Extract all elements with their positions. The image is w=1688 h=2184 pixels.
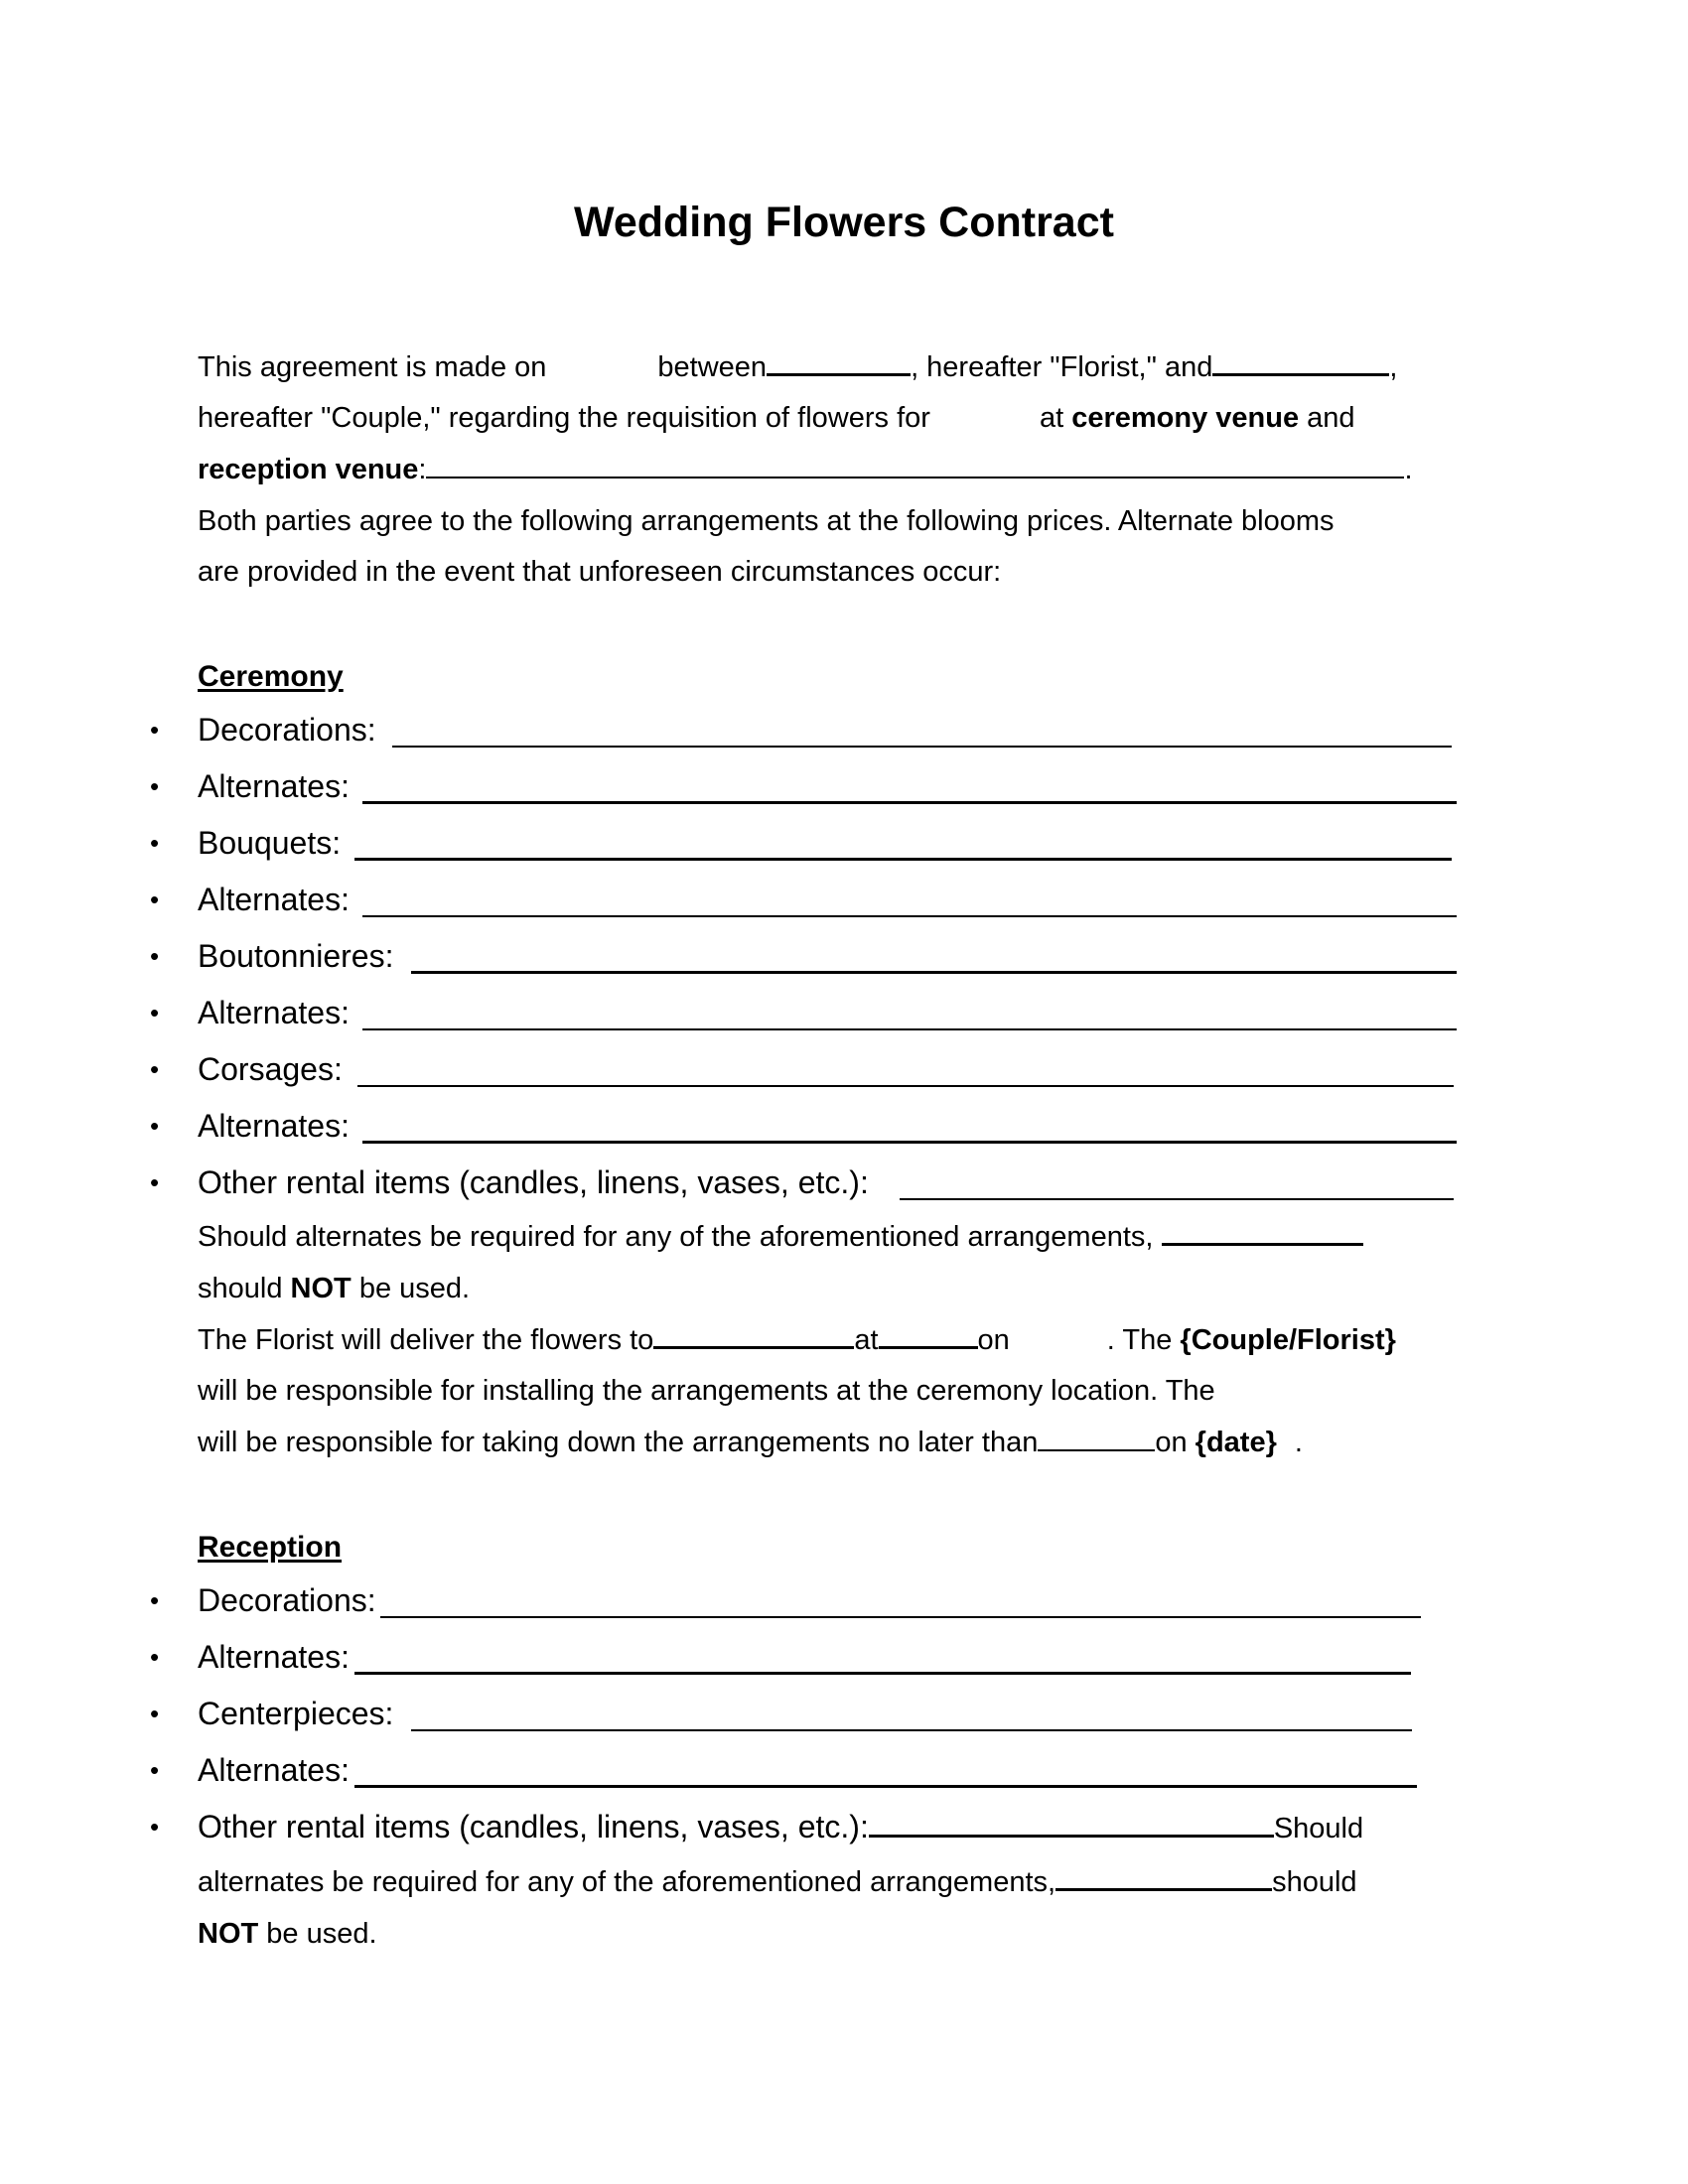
ceremony-alternates-paragraph-1: Should alternates be required for any of the aforementioned arrangements,: [198, 1217, 1363, 1257]
ceremony-boutonnieres-blank[interactable]: [411, 971, 1457, 974]
ceremony-item-alternates-2: • Alternates:: [198, 880, 1488, 919]
couple-name-blank[interactable]: [1212, 347, 1389, 376]
reception-item-centerpieces: • Centerpieces:: [198, 1694, 1488, 1733]
ceremony-bouquets-blank[interactable]: [354, 858, 1452, 861]
ceremony-item-decorations: • Decorations:: [198, 710, 1488, 750]
reception-alternates-paragraph-2: NOT be used.: [198, 1918, 377, 1950]
intro-line-5: are provided in the event that unforeseen circumstances occur:: [198, 556, 1002, 588]
ceremony-alternates-3-blank[interactable]: [362, 1028, 1457, 1030]
florist-name-blank[interactable]: [767, 347, 911, 376]
ceremony-item-other-rental: • Other rental items (candles, linens, vases, etc.):: [198, 1162, 1488, 1202]
reception-decorations-blank[interactable]: [380, 1616, 1421, 1618]
reception-centerpieces-blank[interactable]: [411, 1729, 1412, 1731]
ceremony-alternates-2-blank[interactable]: [362, 915, 1457, 917]
intro-line-1: This agreement is made on between , hereafter "Florist," and ,: [198, 347, 1397, 387]
ceremony-corsages-blank[interactable]: [357, 1085, 1454, 1087]
reception-venue-blank[interactable]: [426, 451, 1404, 478]
reception-item-other-rental: • Other rental items (candles, linens, vases, etc.): Should: [198, 1807, 1488, 1848]
delivery-time-blank[interactable]: [879, 1320, 978, 1349]
ceremony-item-alternates-1: • Alternates:: [198, 766, 1488, 806]
ceremony-heading: Ceremony: [198, 660, 344, 693]
delivery-location-blank[interactable]: [653, 1320, 854, 1349]
document-title: Wedding Flowers Contract: [574, 199, 1114, 246]
reception-not-used-blank[interactable]: [1055, 1862, 1272, 1891]
ceremony-alternates-1-blank[interactable]: [362, 801, 1457, 804]
ceremony-decorations-blank[interactable]: [392, 746, 1452, 748]
reception-item-alternates-2: • Alternates:: [198, 1750, 1488, 1790]
ceremony-item-bouquets: • Bouquets:: [198, 823, 1488, 863]
ceremony-item-corsages: • Corsages:: [198, 1049, 1488, 1089]
ceremony-item-boutonnieres: • Boutonnieres:: [198, 936, 1488, 976]
ceremony-not-used-blank[interactable]: [1162, 1217, 1363, 1246]
ceremony-alternates-4-blank[interactable]: [362, 1141, 1457, 1144]
ceremony-delivery-line-3: will be responsible for taking down the arrangements no later than on {date} .: [198, 1423, 1303, 1462]
reception-other-rental-blank[interactable]: [869, 1807, 1274, 1838]
ceremony-other-rental-blank[interactable]: [900, 1198, 1454, 1200]
ceremony-delivery-line-1: The Florist will deliver the flowers to at on . The {Couple/Florist}: [198, 1320, 1396, 1360]
ceremony-alternates-paragraph-2: should NOT be used.: [198, 1273, 471, 1304]
reception-alternates-paragraph-1: alternates be required for any of the aforementioned arrangements, should: [198, 1862, 1357, 1902]
intro-line-3: reception venue: .: [198, 450, 1413, 489]
reception-item-alternates-1: • Alternates:: [198, 1637, 1488, 1677]
reception-item-decorations: • Decorations:: [198, 1580, 1488, 1620]
ceremony-item-alternates-3: • Alternates:: [198, 993, 1488, 1032]
ceremony-item-alternates-4: • Alternates:: [198, 1106, 1488, 1146]
intro-line-2: hereafter "Couple," regarding the requisition of flowers for at ceremony venue and: [198, 402, 1355, 434]
reception-alternates-2-blank[interactable]: [354, 1785, 1417, 1788]
ceremony-delivery-line-2: will be responsible for installing the arrangements at the ceremony location. The: [198, 1375, 1215, 1407]
takedown-time-blank[interactable]: [1038, 1424, 1155, 1451]
reception-heading: Reception: [198, 1531, 343, 1564]
intro-line-4: Both parties agree to the following arrangements at the following prices. Alternate blooms: [198, 505, 1335, 537]
reception-alternates-1-blank[interactable]: [354, 1672, 1411, 1675]
